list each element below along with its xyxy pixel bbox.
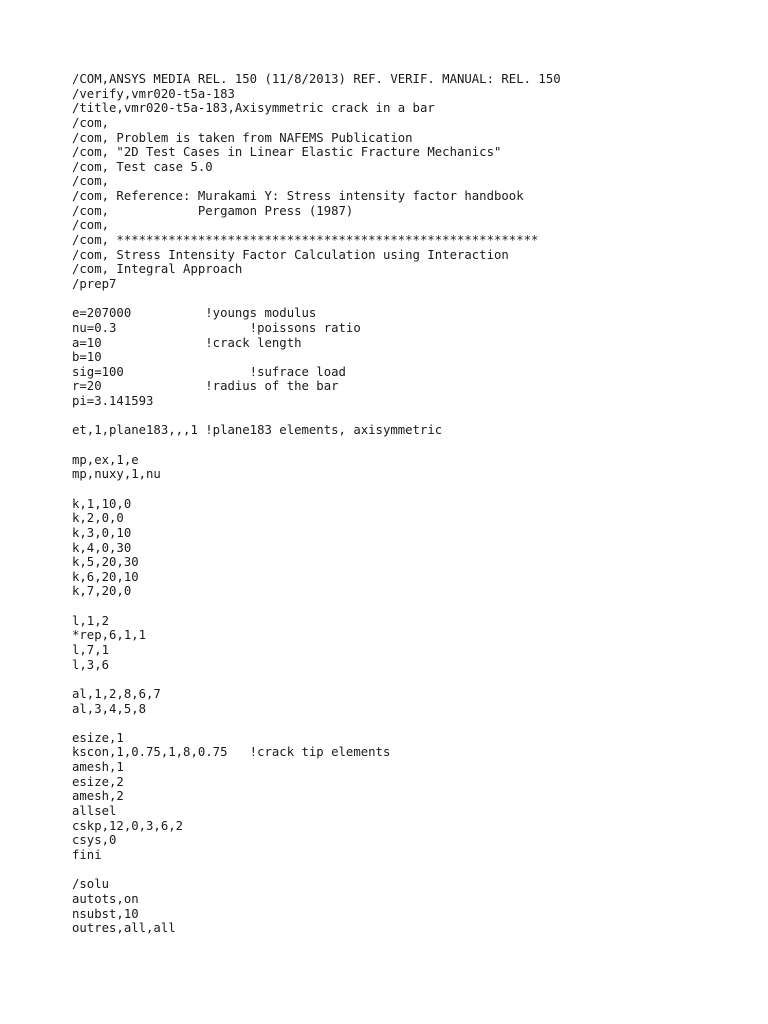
code-line: /solu (72, 877, 110, 892)
code-line: /com, (72, 174, 110, 189)
code-line: /com, Test case 5.0 (72, 159, 213, 174)
code-line: /com, Integral Approach (72, 262, 243, 277)
code-line: esize,1 (72, 730, 124, 745)
code-line: mp,ex,1,e (72, 452, 139, 467)
code-line: sig=100 !sufrace load (72, 364, 346, 379)
code-line: esize,2 (72, 774, 124, 789)
code-line: k,4,0,30 (72, 540, 132, 555)
code-line (72, 672, 752, 687)
code-line (72, 863, 752, 878)
code-line (72, 482, 752, 497)
code-line: al,1,2,8,6,7 (72, 686, 161, 701)
code-line: *rep,6,1,1 (72, 628, 147, 643)
code-line (72, 599, 752, 614)
code-line: k,2,0,0 (72, 511, 124, 526)
code-line: fini (72, 847, 102, 862)
code-line: allsel (72, 804, 117, 819)
code-line: k,1,10,0 (72, 496, 132, 511)
code-line: al,3,4,5,8 (72, 701, 147, 716)
code-line: k,7,20,0 (72, 584, 132, 599)
code-line: k,5,20,30 (72, 555, 139, 570)
code-line: nsubst,10 (72, 906, 139, 921)
code-line: amesh,1 (72, 760, 124, 775)
code-line: nu=0.3 !poissons ratio (72, 320, 361, 335)
code-line: a=10 !crack length (72, 335, 302, 350)
code-line: cskp,12,0,3,6,2 (72, 818, 184, 833)
code-line: /com, (72, 115, 110, 130)
code-line: outres,all,all (72, 921, 176, 936)
code-line: k,6,20,10 (72, 569, 139, 584)
code-line (72, 716, 752, 731)
code-line: mp,nuxy,1,nu (72, 467, 161, 482)
code-line: /verify,vmr020-t5a-183 (72, 86, 235, 101)
code-line: amesh,2 (72, 789, 124, 804)
code-line: /com, Pergamon Press (1987) (72, 203, 354, 218)
code-line: kscon,1,0.75,1,8,0.75 !crack tip elements (72, 745, 391, 760)
code-line: l,1,2 (72, 613, 110, 628)
code-line: /com, "2D Test Cases in Linear Elastic Fracture Mechanics" (72, 145, 502, 160)
code-line: /title,vmr020-t5a-183,Axisymmetric crack in a bar (72, 101, 435, 116)
code-line: /com, ********************************************************* (72, 233, 539, 248)
code-line: /com, (72, 218, 110, 233)
code-line: /com, Reference: Murakami Y: Stress intensity factor handbook (72, 189, 524, 204)
code-line: r=20 !radius of the bar (72, 379, 339, 394)
code-line: /com, Problem is taken from NAFEMS Publication (72, 130, 413, 145)
code-line (72, 292, 752, 307)
code-line: l,7,1 (72, 642, 110, 657)
code-line: pi=3.141593 (72, 394, 154, 409)
code-listing (72, 72, 752, 936)
code-line: et,1,plane183,,,1 !plane183 elements, axisymmetric (72, 423, 443, 438)
code-line: k,3,0,10 (72, 525, 132, 540)
code-line: /prep7 (72, 276, 117, 291)
code-line (72, 438, 752, 453)
code-line: /COM,ANSYS MEDIA REL. 150 (11/8/2013) REF. VERIF. MANUAL: REL. 150 (72, 72, 561, 86)
code-line: l,3,6 (72, 657, 110, 672)
code-line (72, 409, 752, 424)
code-line: e=207000 !youngs modulus (72, 306, 317, 321)
code-line: csys,0 (72, 833, 117, 848)
code-line: b=10 (72, 350, 102, 365)
code-line: /com, Stress Intensity Factor Calculation using Interaction (72, 247, 509, 262)
code-line: autots,on (72, 891, 139, 906)
